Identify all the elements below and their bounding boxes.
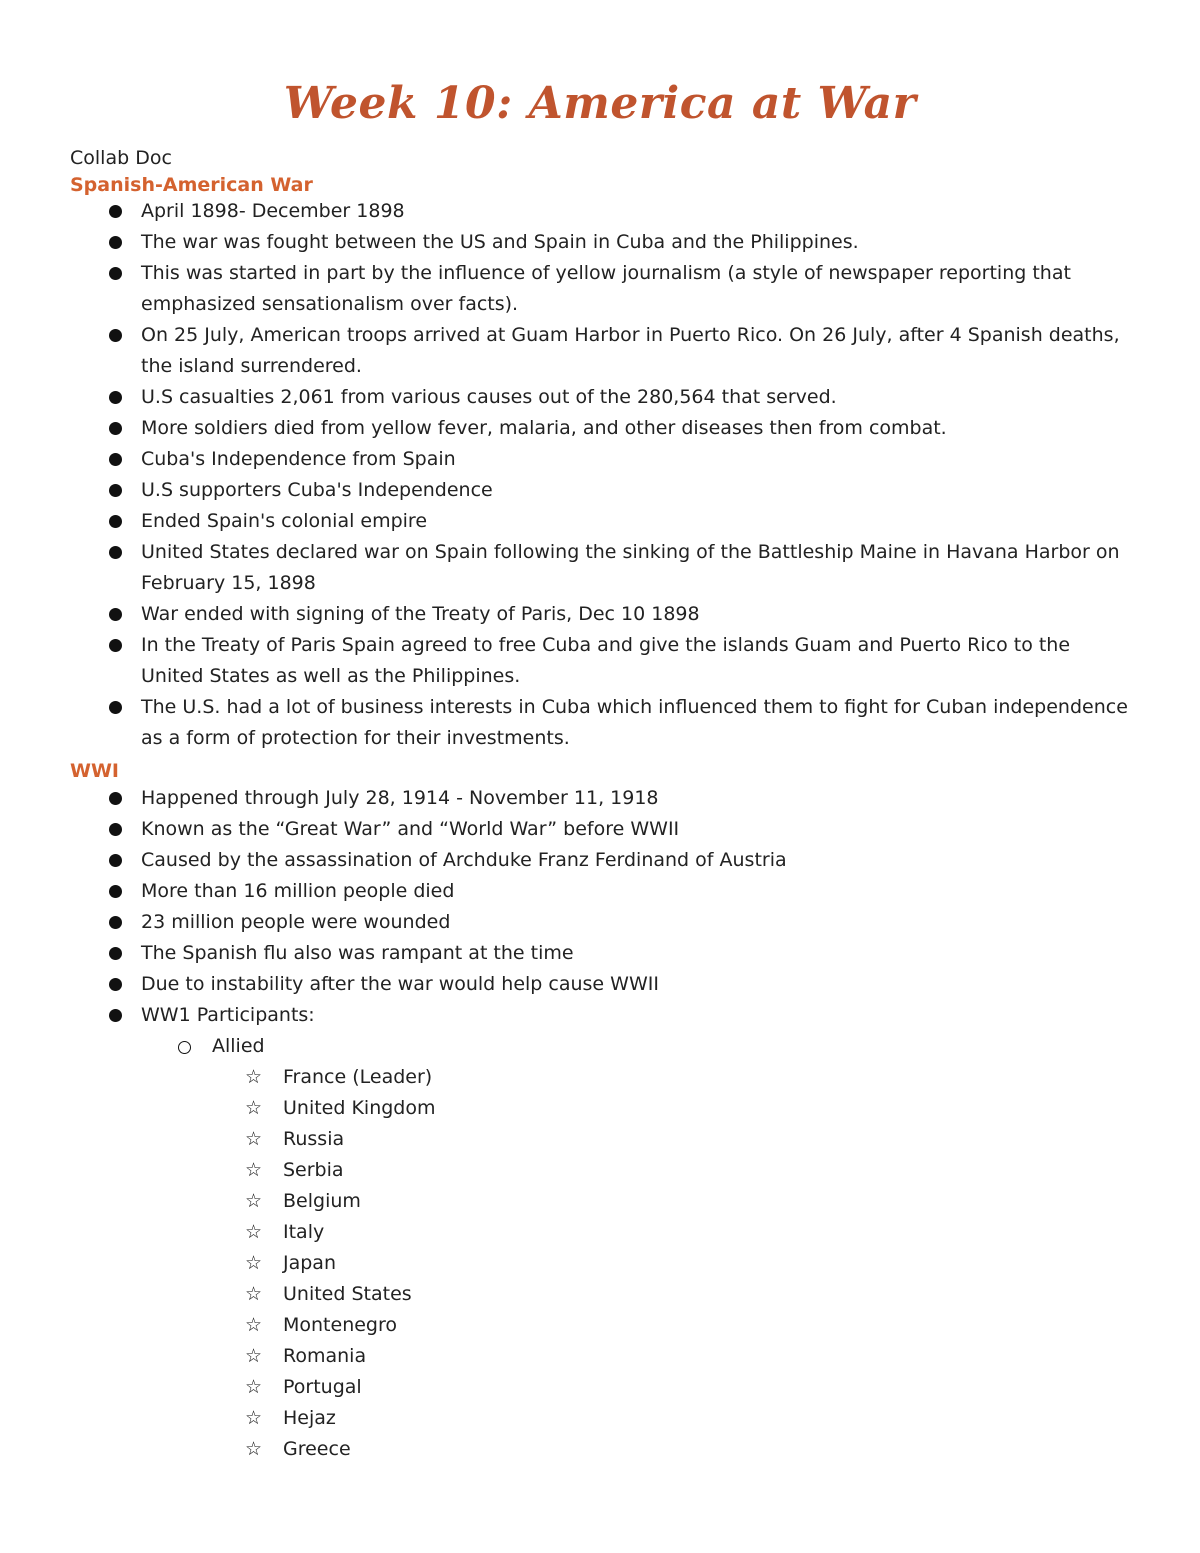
star-icon: ☆ [245,1407,263,1429]
allied-countries-list [212,1062,1131,1465]
star-icon: ☆ [245,1438,263,1460]
wwi-list [0,783,1131,1465]
bullet-icon [109,792,122,805]
bullet-icon [109,453,122,466]
country-item: ☆ United Kingdom [0,1093,1131,1124]
list-item: April 1898- December 1898 [0,196,1131,227]
star-icon: ☆ [245,1221,263,1243]
list-item-allied: Allied ☆ France (Leader) ☆ United Kingdom ☆ Russia ☆ Serbia ☆ Belgium ☆ Italy ☆ Japan ☆ United States ☆ Montenegro ☆ Romania ☆ Portugal ☆ Hejaz ☆ Greece [0,1031,1131,1465]
country-item: ☆ Japan [0,1248,1131,1279]
bullet-icon [109,546,122,559]
bullet-icon [109,1009,122,1022]
star-icon: ☆ [245,1283,263,1305]
list-item: 23 million people were wounded [0,907,1131,938]
document-title: Week 10: America at War [283,78,917,129]
bullet-icon [109,422,122,435]
list-item: United States declared war on Spain following the sinking of the Battleship Maine in Havana Harbor on February 15, 1898 [0,537,1131,599]
bullet-icon [109,885,122,898]
list-item: More soldiers died from yellow fever, malaria, and other diseases then from combat. [0,413,1131,444]
list-item: The U.S. had a lot of business interests in Cuba which influenced them to fight for Cuban independence as a form of protection for their investments. [0,692,1131,754]
hollow-bullet-icon [178,1041,191,1054]
star-icon: ☆ [245,1159,263,1181]
list-item: War ended with signing of the Treaty of Paris, Dec 10 1898 [0,599,1131,630]
list-item: On 25 July, American troops arrived at Guam Harbor in Puerto Rico. On 26 July, after 4 Spanish deaths, the island surrendered. [0,320,1131,382]
bullet-icon [109,823,122,836]
list-item: U.S supporters Cuba's Independence [0,475,1131,506]
star-icon: ☆ [245,1345,263,1367]
star-icon: ☆ [245,1190,263,1212]
country-item: ☆ France (Leader) [0,1062,1131,1093]
section-heading-wwi: WWI [70,760,119,782]
country-item: ☆ Portugal [0,1372,1131,1403]
bullet-icon [109,701,122,714]
bullet-icon [109,515,122,528]
star-icon: ☆ [245,1314,263,1336]
document-subtitle: Collab Doc [70,147,172,169]
list-item: Known as the “Great War” and “World War” before WWII [0,814,1131,845]
list-item: The Spanish flu also was rampant at the time [0,938,1131,969]
list-item: Caused by the assassination of Archduke Franz Ferdinand of Austria [0,845,1131,876]
bullet-icon [109,391,122,404]
list-item: U.S casualties 2,061 from various causes out of the 280,564 that served. [0,382,1131,413]
country-item: ☆ Russia [0,1124,1131,1155]
list-item: WW1 Participants: Allied ☆ France (Leader) ☆ United Kingdom ☆ Russia ☆ Serbia ☆ Belgium ☆ Italy ☆ Japan ☆ United States ☆ Montenegro ☆ Romania ☆ Portugal ☆ Hejaz ☆ Greece [0,1000,1131,1465]
bullet-icon [109,916,122,929]
bullet-icon [109,267,122,280]
bullet-icon [109,205,122,218]
country-item: ☆ Belgium [0,1186,1131,1217]
country-item: ☆ Hejaz [0,1403,1131,1434]
country-item: ☆ Montenegro [0,1310,1131,1341]
list-item: More than 16 million people died [0,876,1131,907]
bullet-icon [109,484,122,497]
bullet-icon [109,329,122,342]
list-item: In the Treaty of Paris Spain agreed to free Cuba and give the islands Guam and Puerto Rico to the United States as well as the Philippines. [0,630,1131,692]
star-icon: ☆ [245,1252,263,1274]
list-item: Due to instability after the war would help cause WWII [0,969,1131,1000]
country-item: ☆ United States [0,1279,1131,1310]
list-item: The war was fought between the US and Spain in Cuba and the Philippines. [0,227,1131,258]
spanish-american-war-list [0,196,1131,754]
bullet-icon [109,854,122,867]
list-item: Happened through July 28, 1914 - November 11, 1918 [0,783,1131,814]
bullet-icon [109,947,122,960]
list-item: Cuba's Independence from Spain [0,444,1131,475]
star-icon: ☆ [245,1097,263,1119]
bullet-icon [109,639,122,652]
country-item: ☆ Greece [0,1434,1131,1465]
star-icon: ☆ [245,1066,263,1088]
list-item: This was started in part by the influence of yellow journalism (a style of newspaper reporting that emphasized sensationalism over facts). [0,258,1131,320]
star-icon: ☆ [245,1128,263,1150]
participants-sublist [141,1031,1131,1465]
bullet-icon [109,236,122,249]
section-heading-spanish-american-war: Spanish-American War [70,174,313,196]
country-item: ☆ Italy [0,1217,1131,1248]
list-item: Ended Spain's colonial empire [0,506,1131,537]
star-icon: ☆ [245,1376,263,1398]
country-item: ☆ Serbia [0,1155,1131,1186]
bullet-icon [109,608,122,621]
bullet-icon [109,978,122,991]
country-item: ☆ Romania [0,1341,1131,1372]
